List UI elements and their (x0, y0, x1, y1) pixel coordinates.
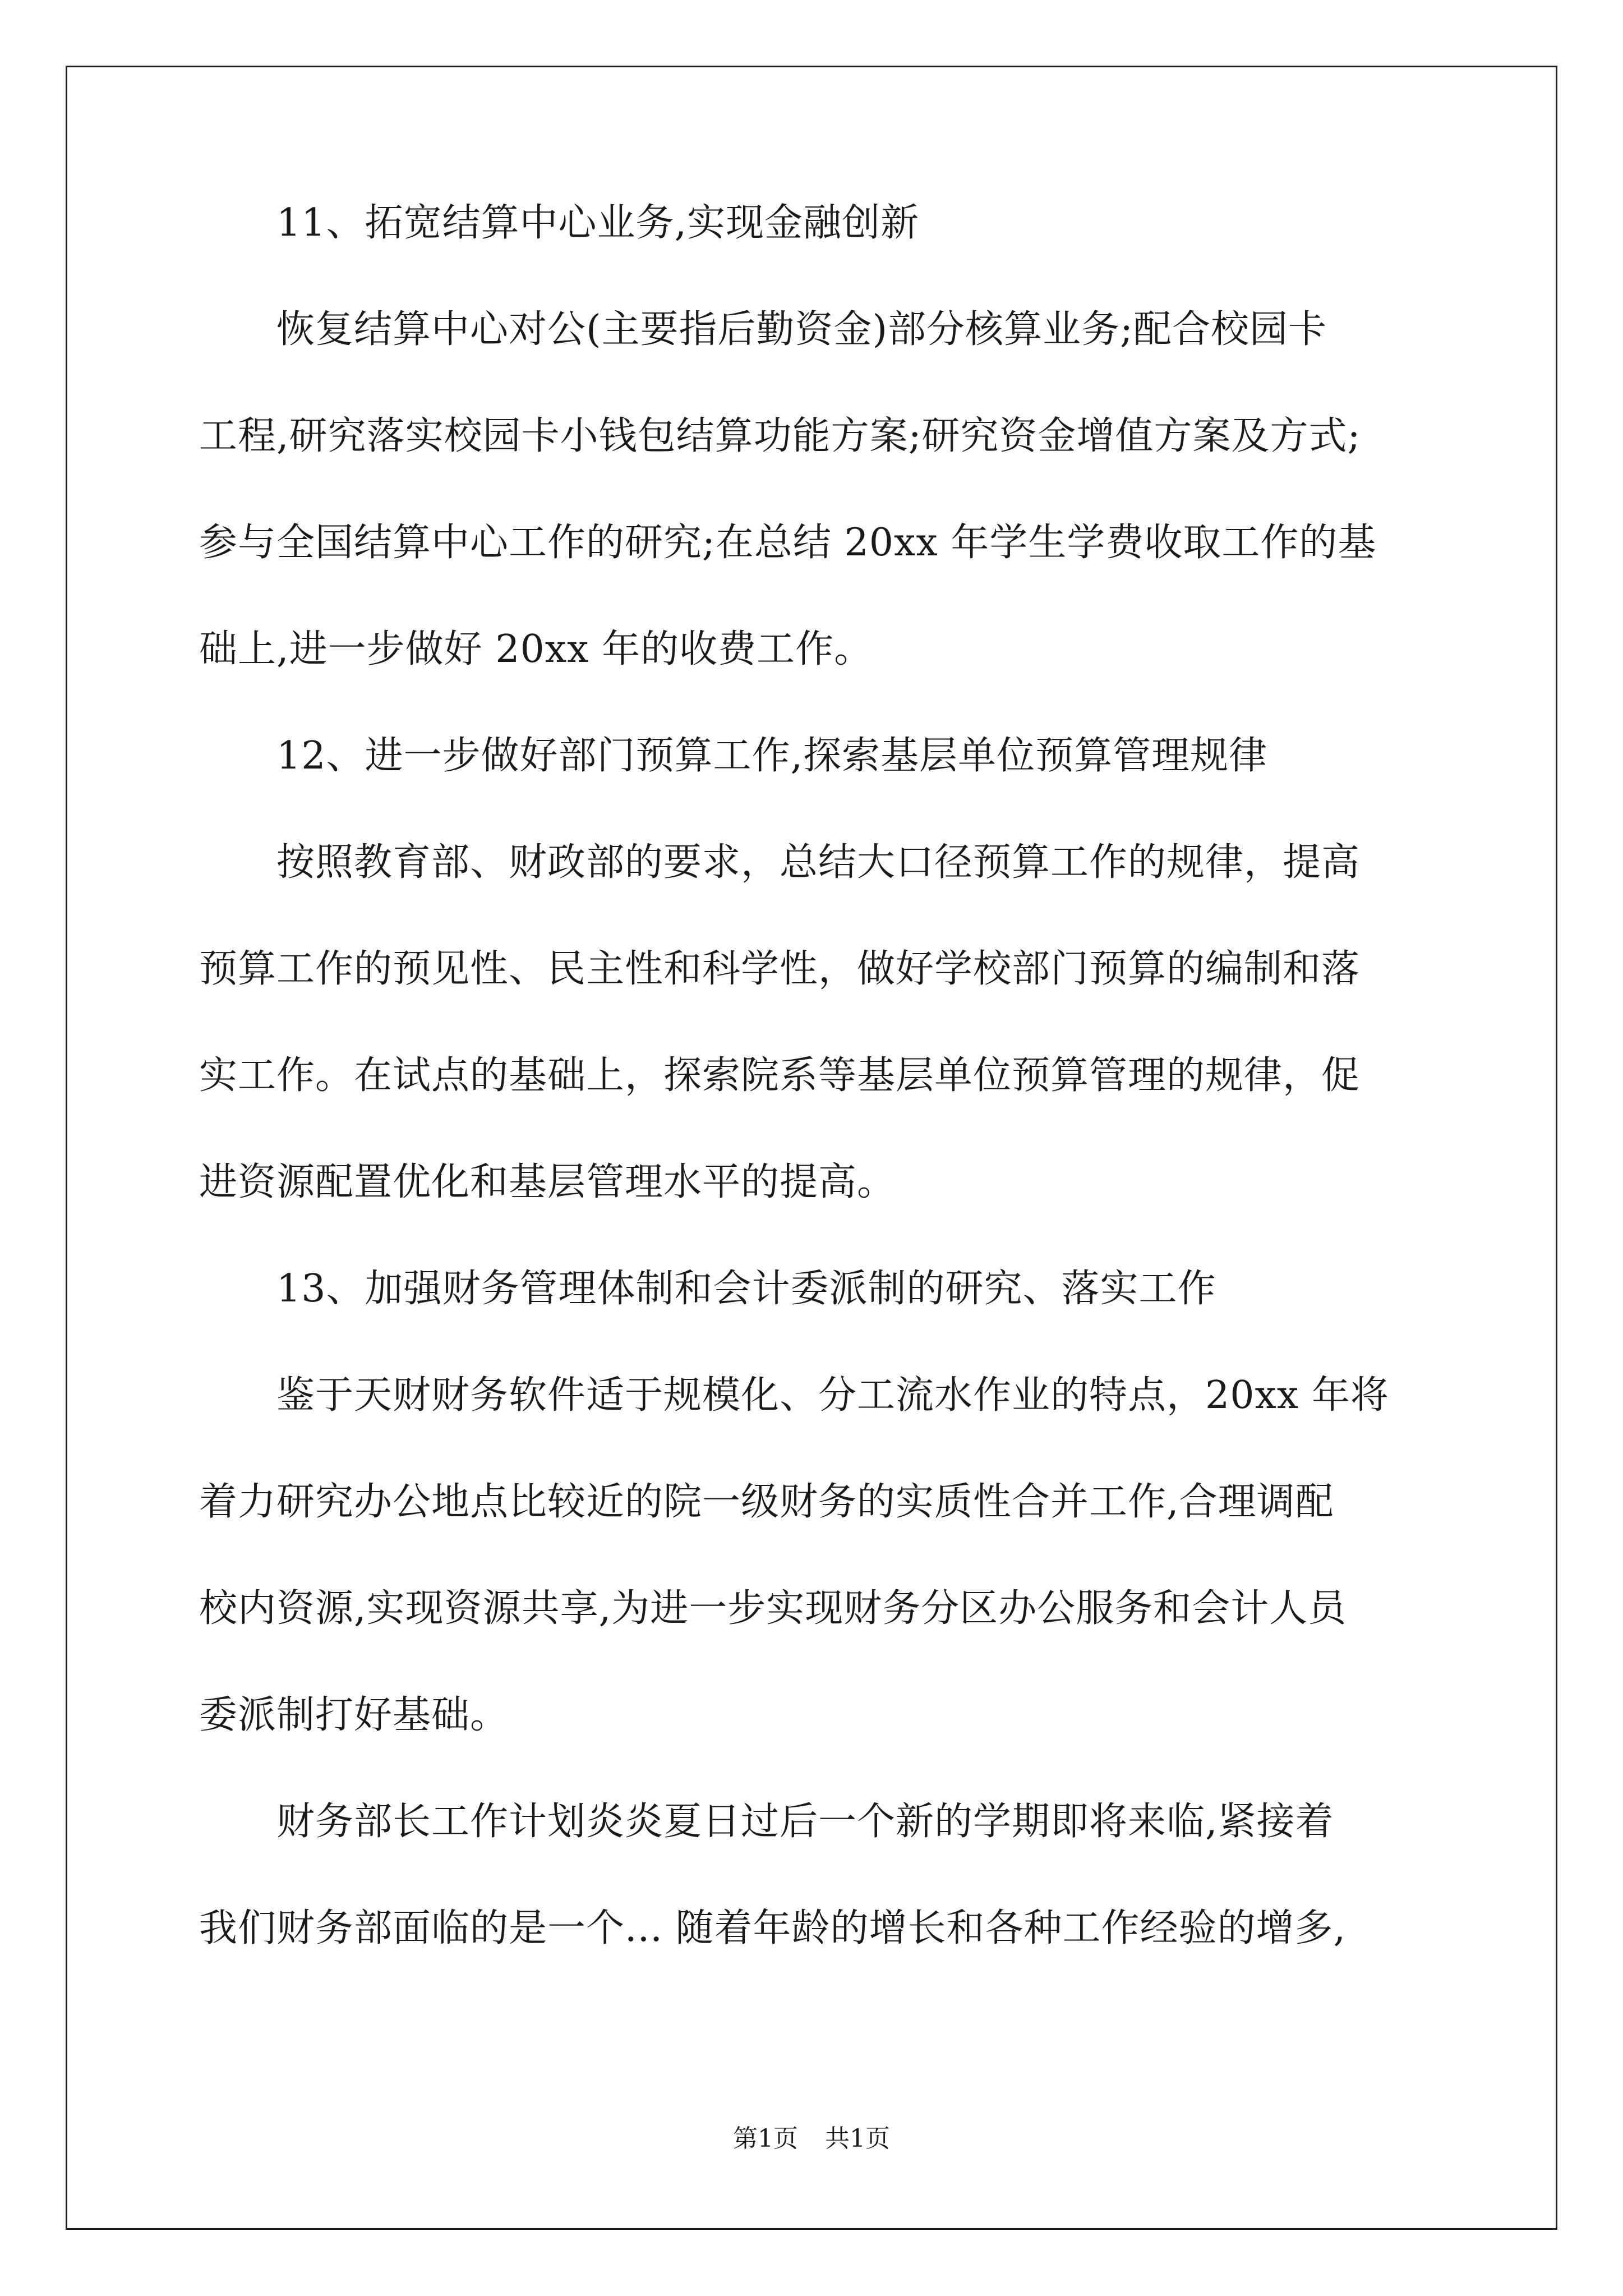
body-line: 委派制打好基础。 (199, 1693, 509, 1737)
body-line: 我们财务部面临的是一个... 随着年龄的增长和各种工作经验的增多, (199, 1906, 1347, 1950)
heading-11: 11、拓宽结算中心业务,实现金融创新 (199, 201, 920, 245)
heading-13: 13、加强财务管理体制和会计委派制的研究、落实工作 (199, 1267, 1216, 1311)
page-number-total: 共1页 (825, 2124, 890, 2153)
page-footer (0, 2123, 1623, 2155)
body-line: 按照教育部、财政部的要求，总结大口径预算工作的规律，提高 (199, 840, 1361, 885)
body-line: 工程,研究落实校园卡小钱包结算功能方案;研究资金增值方案及方式; (199, 414, 1361, 458)
body-line: 预算工作的预见性、民主性和科学性，做好学校部门预算的编制和落 (199, 947, 1361, 991)
body-line: 础上,进一步做好 20xx 年的收费工作。 (199, 627, 873, 671)
body-line: 校内资源,实现资源共享,为进一步实现财务分区办公服务和会计人员 (199, 1586, 1347, 1631)
page-number-current: 第1页 (733, 2124, 798, 2153)
body-line: 恢复结算中心对公(主要指后勤资金)部分核算业务;配合校园卡 (199, 307, 1327, 352)
body-line: 实工作。在试点的基础上，探索院系等基层单位预算管理的规律，促 (199, 1053, 1361, 1098)
body-line: 鉴于天财财务软件适于规模化、分工流水作业的特点，20xx 年将 (199, 1373, 1389, 1418)
body-line: 参与全国结算中心工作的研究;在总结 20xx 年学生学费收取工作的基 (199, 521, 1377, 565)
body-line: 进资源配置优化和基层管理水平的提高。 (199, 1160, 896, 1204)
body-line: 财务部长工作计划炎炎夏日过后一个新的学期即将来临,紧接着 (199, 1800, 1334, 1844)
body-line: 着力研究办公地点比较近的院一级财务的实质性合并工作,合理调配 (199, 1480, 1334, 1524)
heading-12: 12、进一步做好部门预算工作,探索基层单位预算管理规律 (199, 734, 1268, 778)
